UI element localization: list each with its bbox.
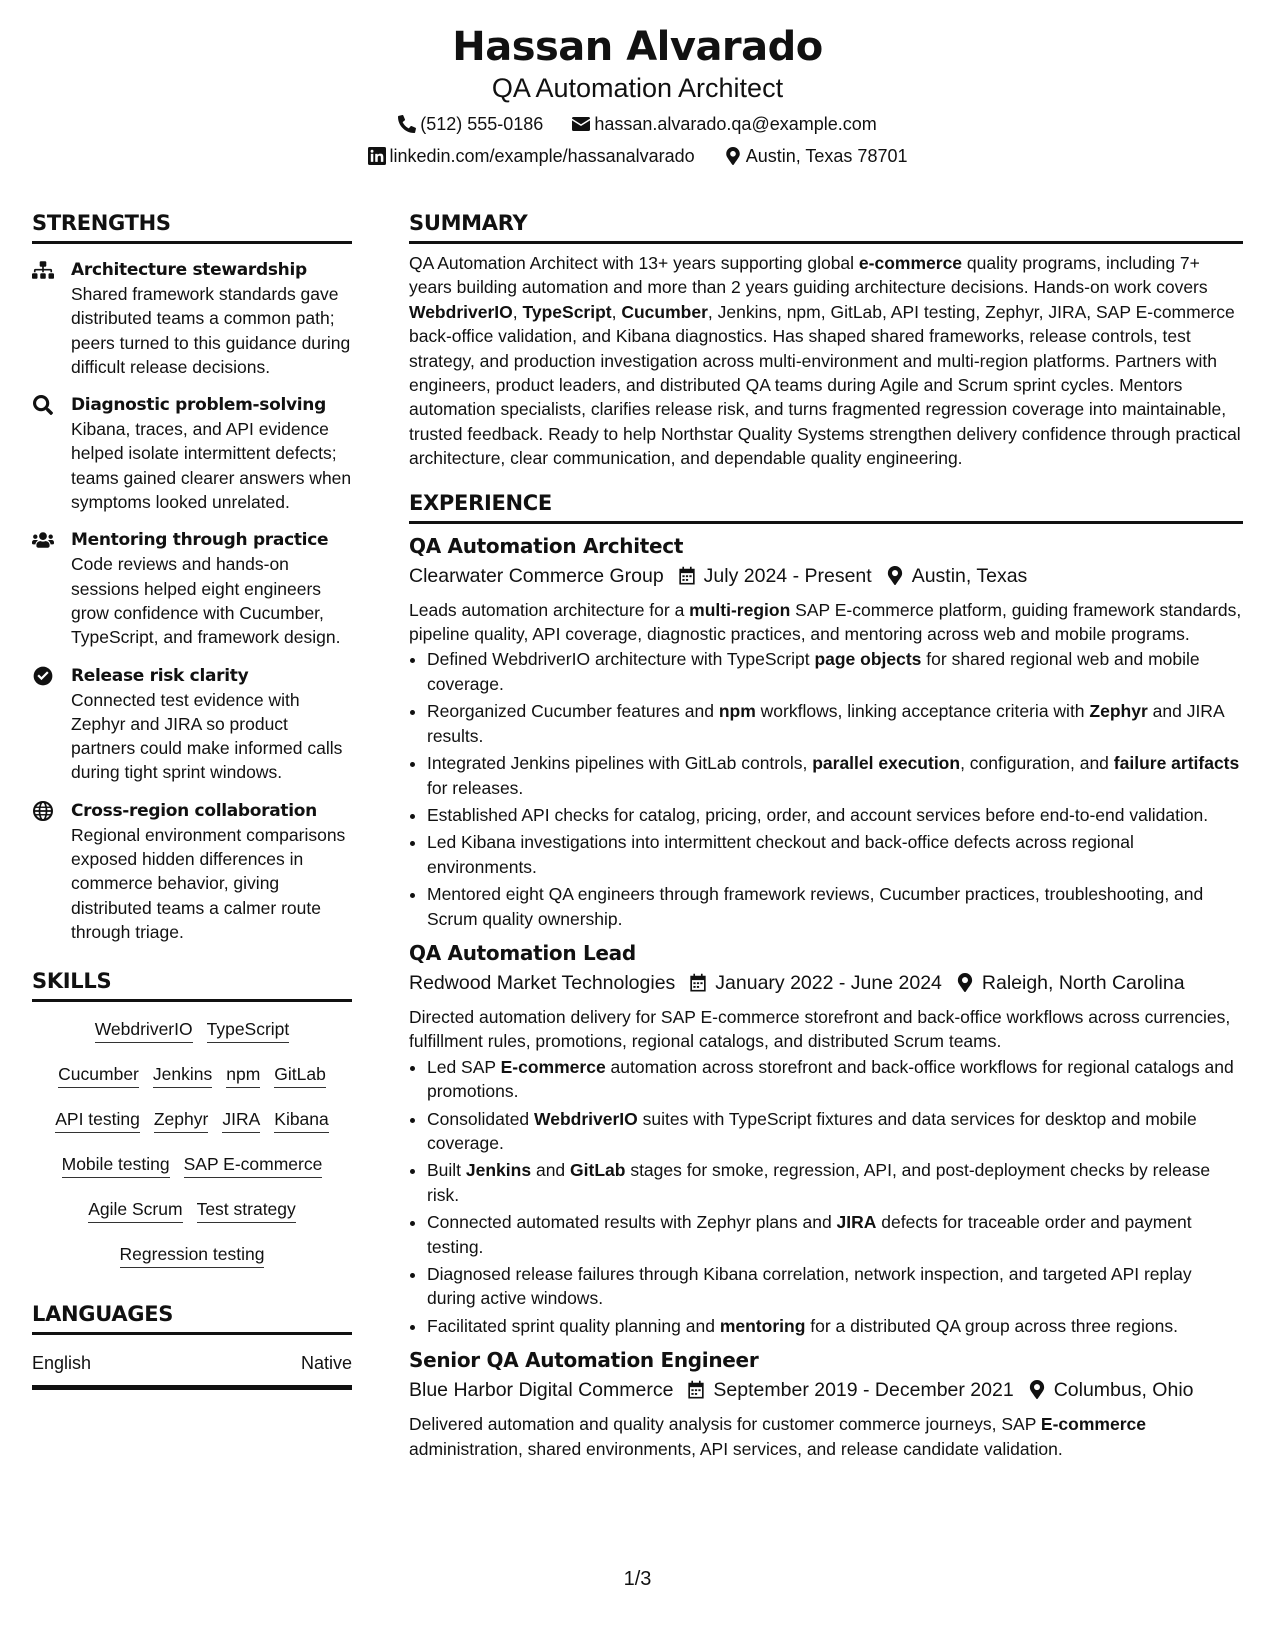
right-column [409, 208, 1243, 1461]
experience-divider [409, 521, 1243, 524]
job-bullet: • Led Kibana investigations into intermittent checkout and back-office defects across regional environments. [427, 830, 1243, 879]
job-location-text: Raleigh, North Carolina [981, 971, 1185, 994]
skill-tag: WebdriverIO [95, 1017, 193, 1043]
strength-item [32, 258, 352, 379]
job-bullet: • Mentored eight QA engineers through framework reviews, Cucumber practices, troubleshooting, and Scrum quality ownership. [427, 882, 1243, 931]
email-contact[interactable] [572, 112, 876, 136]
linkedin-icon [368, 147, 386, 165]
skill-tag: SAP E-commerce [184, 1152, 323, 1178]
job-description: Leads automation architecture for a multi-region SAP E-commerce platform, guiding framework standards, pipeline quality, API coverage, diagnostic practices, and mentoring across web and mobile programs. [409, 599, 1242, 645]
skill-row [32, 1062, 352, 1091]
job-bullet: • Diagnosed release failures through Kibana correlation, network inspection, and targeted API replay during active windows. [427, 1262, 1243, 1311]
job-bullet: • Consolidated WebdriverIO suites with TypeScript fixtures and data services for desktop and mobile coverage. [427, 1107, 1243, 1156]
skills-divider [32, 999, 352, 1002]
job-bullet: • Facilitated sprint quality planning and mentoring for a distributed QA group across three regions. [427, 1314, 1243, 1338]
phone-text: (512) 555-0186 [420, 114, 544, 134]
job-bullet: • Reorganized Cucumber features and npm workflows, linking acceptance criteria with Zephyr and JIRA results. [427, 699, 1243, 748]
skill-tag: npm [226, 1062, 260, 1088]
language-name: English [32, 1353, 92, 1374]
linkedin-text: linkedin.com/example/hassanalvarado [389, 146, 695, 166]
page-number: 1/3 [623, 1568, 652, 1590]
job-meta [409, 562, 1243, 590]
job-dates-text: July 2024 - Present [703, 564, 872, 587]
email-text: hassan.alvarado.qa@example.com [594, 114, 877, 134]
experience-title: EXPERIENCE [409, 490, 552, 515]
skill-tag: TypeScript [207, 1017, 290, 1043]
skill-tag: GitLab [274, 1062, 326, 1088]
summary-divider [409, 241, 1243, 244]
linkedin-contact[interactable] [368, 144, 695, 168]
skill-tag: Regression testing [120, 1242, 265, 1268]
skill-tag: Test strategy [197, 1197, 296, 1223]
location-text: Austin, Texas 78701 [745, 146, 908, 166]
job-title: QA Automation Lead [409, 940, 636, 965]
calendar-icon [687, 1380, 705, 1399]
language-row [32, 1351, 352, 1390]
job-dates [689, 969, 942, 997]
strength-desc: Connected test evidence with Zephyr and JIRA so product partners could make informed calls during tight sprint windows. [71, 689, 343, 783]
map-marker-icon [1028, 1380, 1046, 1399]
job-dates-text: January 2022 - June 2024 [715, 971, 942, 994]
map-marker-icon [956, 973, 974, 992]
job-dates [687, 1376, 1013, 1404]
skill-tag: Jenkins [153, 1062, 212, 1088]
strengths-divider [32, 241, 352, 244]
skill-tag: Kibana [274, 1107, 329, 1133]
strength-title: Cross-region collaboration [71, 800, 317, 821]
strength-title: Mentoring through practice [71, 530, 329, 551]
skill-row [32, 1152, 352, 1181]
language-level: Native [300, 1353, 352, 1374]
resume-header [0, 22, 1275, 168]
skills-title: SKILLS [32, 969, 112, 994]
skill-row [32, 1107, 352, 1136]
strength-item [32, 799, 352, 944]
strength-desc: Kibana, traces, and API evidence helped isolate intermittent defects; teams gained clearer answers when symptoms looked unrelated. [71, 419, 352, 513]
skill-tag: Zephyr [154, 1107, 208, 1133]
check-circle-icon [32, 666, 54, 686]
phone-contact[interactable] [398, 112, 543, 136]
job-entry [409, 1346, 1243, 1461]
skills-list [32, 1017, 352, 1271]
globe-icon [32, 801, 54, 821]
languages-title: LANGUAGES [32, 1302, 174, 1327]
skill-tag: API testing [55, 1107, 140, 1133]
location-contact [724, 144, 908, 168]
job-bullets [409, 647, 1243, 930]
summary-text: QA Automation Architect with 13+ years supporting global e-commerce quality programs, including 7+ years building automation and more than 2 years guiding architecture decisions. Hands-on work covers WebdriverIO, TypeScript, Cucumber, Jenkins, npm, GitLab, API testing, Zephyr, JIRA, SAP E-commerce back-office validation, and Kibana diagnostics. Has shaped shared frameworks, release controls, test strategy, and production investigation across multi-environment and multi-region platforms. Partners with engineers, product leaders, and distributed QA teams during Agile and Scrum sprint cycles. Mentors automation specialists, clarifies release risk, and turns fragmented regression coverage into maintainable, trusted feedback. Ready to help Northstar Quality Systems strengthen delivery confidence through practical architecture, clear communication, and dependable quality engineering. [409, 253, 1241, 469]
candidate-role: QA Automation Architect [491, 73, 784, 103]
job-dates [678, 562, 872, 590]
strength-desc: Regional environment comparisons exposed hidden differences in commerce behavior, giving distributed teams a calmer route through triage. [71, 824, 346, 942]
job-company: Blue Harbor Digital Commerce [409, 1379, 674, 1402]
job-location-text: Austin, Texas [911, 564, 1028, 587]
experience-list [409, 532, 1243, 1461]
skill-row [32, 1017, 352, 1046]
skill-tag: Agile Scrum [88, 1197, 182, 1223]
job-entry [409, 532, 1243, 931]
strength-desc: Code reviews and hands-on sessions helped eight engineers grow confidence with Cucumber, TypeScript, and framework design. [71, 554, 341, 648]
job-entry [409, 939, 1243, 1338]
strength-item [32, 664, 352, 785]
strengths-title: STRENGTHS [32, 211, 171, 235]
skill-tag: Mobile testing [62, 1152, 170, 1178]
strength-title: Architecture stewardship [71, 260, 307, 280]
job-title: QA Automation Architect [409, 533, 684, 558]
strength-desc: Shared framework standards gave distributed teams a common path; peers turned to this guidance during difficult release decisions. [71, 284, 351, 377]
search-icon [32, 395, 54, 415]
envelope-icon [572, 115, 590, 133]
job-location [956, 969, 1185, 997]
job-meta [409, 1376, 1243, 1404]
job-bullet: • Integrated Jenkins pipelines with GitLab controls, parallel execution, configuration, and failure artifacts for releases. [427, 751, 1243, 800]
skill-tag: Cucumber [58, 1062, 139, 1088]
job-bullet: • Defined WebdriverIO architecture with TypeScript page objects for shared regional web and mobile coverage. [427, 647, 1243, 696]
calendar-icon [689, 973, 707, 992]
phone-icon [398, 115, 416, 133]
job-bullet: • Led SAP E-commerce automation across storefront and back-office workflows for regional catalogs and promotions. [427, 1055, 1243, 1104]
strength-item [32, 528, 352, 649]
job-bullets [409, 1055, 1243, 1338]
left-column [32, 208, 352, 1390]
job-location [1028, 1376, 1194, 1404]
job-description: Delivered automation and quality analysis for customer commerce journeys, SAP E-commerce administration, shared environments, API services, and release candidate validation. [409, 1414, 1146, 1459]
job-location-text: Columbus, Ohio [1053, 1379, 1194, 1402]
summary-title: SUMMARY [409, 211, 528, 235]
calendar-icon [678, 566, 696, 585]
map-marker-icon [724, 147, 742, 165]
job-description: Directed automation delivery for SAP E-commerce storefront and back-office workflows across currencies, fulfillment rules, promotions, regional catalogs, and distributed Scrum teams. [409, 1006, 1231, 1052]
strength-item [32, 393, 352, 514]
job-dates-text: September 2019 - December 2021 [713, 1379, 1014, 1402]
candidate-name: Hassan Alvarado [452, 24, 823, 70]
job-bullet: • Built Jenkins and GitLab stages for smoke, regression, API, and post-deployment checks by release risk. [427, 1158, 1243, 1207]
skill-row [32, 1242, 352, 1271]
job-meta [409, 969, 1243, 997]
strength-title: Diagnostic problem-solving [71, 395, 326, 416]
sitemap-icon [32, 260, 54, 280]
skill-row [32, 1197, 352, 1226]
job-bullet: • Established API checks for catalog, pricing, order, and account services before end-to-end validation. [427, 803, 1243, 827]
contact-row-2 [0, 144, 1275, 168]
job-company: Clearwater Commerce Group [409, 564, 664, 587]
job-bullet: • Connected automated results with Zephyr plans and JIRA defects for traceable order and payment testing. [427, 1210, 1243, 1259]
job-company: Redwood Market Technologies [409, 971, 676, 994]
strength-title: Release risk clarity [71, 665, 249, 686]
job-location [886, 562, 1028, 590]
map-marker-icon [886, 566, 904, 585]
languages-divider [32, 1332, 352, 1335]
job-title: Senior QA Automation Engineer [409, 1348, 759, 1373]
users-icon [32, 530, 54, 550]
skill-tag: JIRA [222, 1107, 260, 1133]
contact-row-1 [0, 112, 1275, 136]
